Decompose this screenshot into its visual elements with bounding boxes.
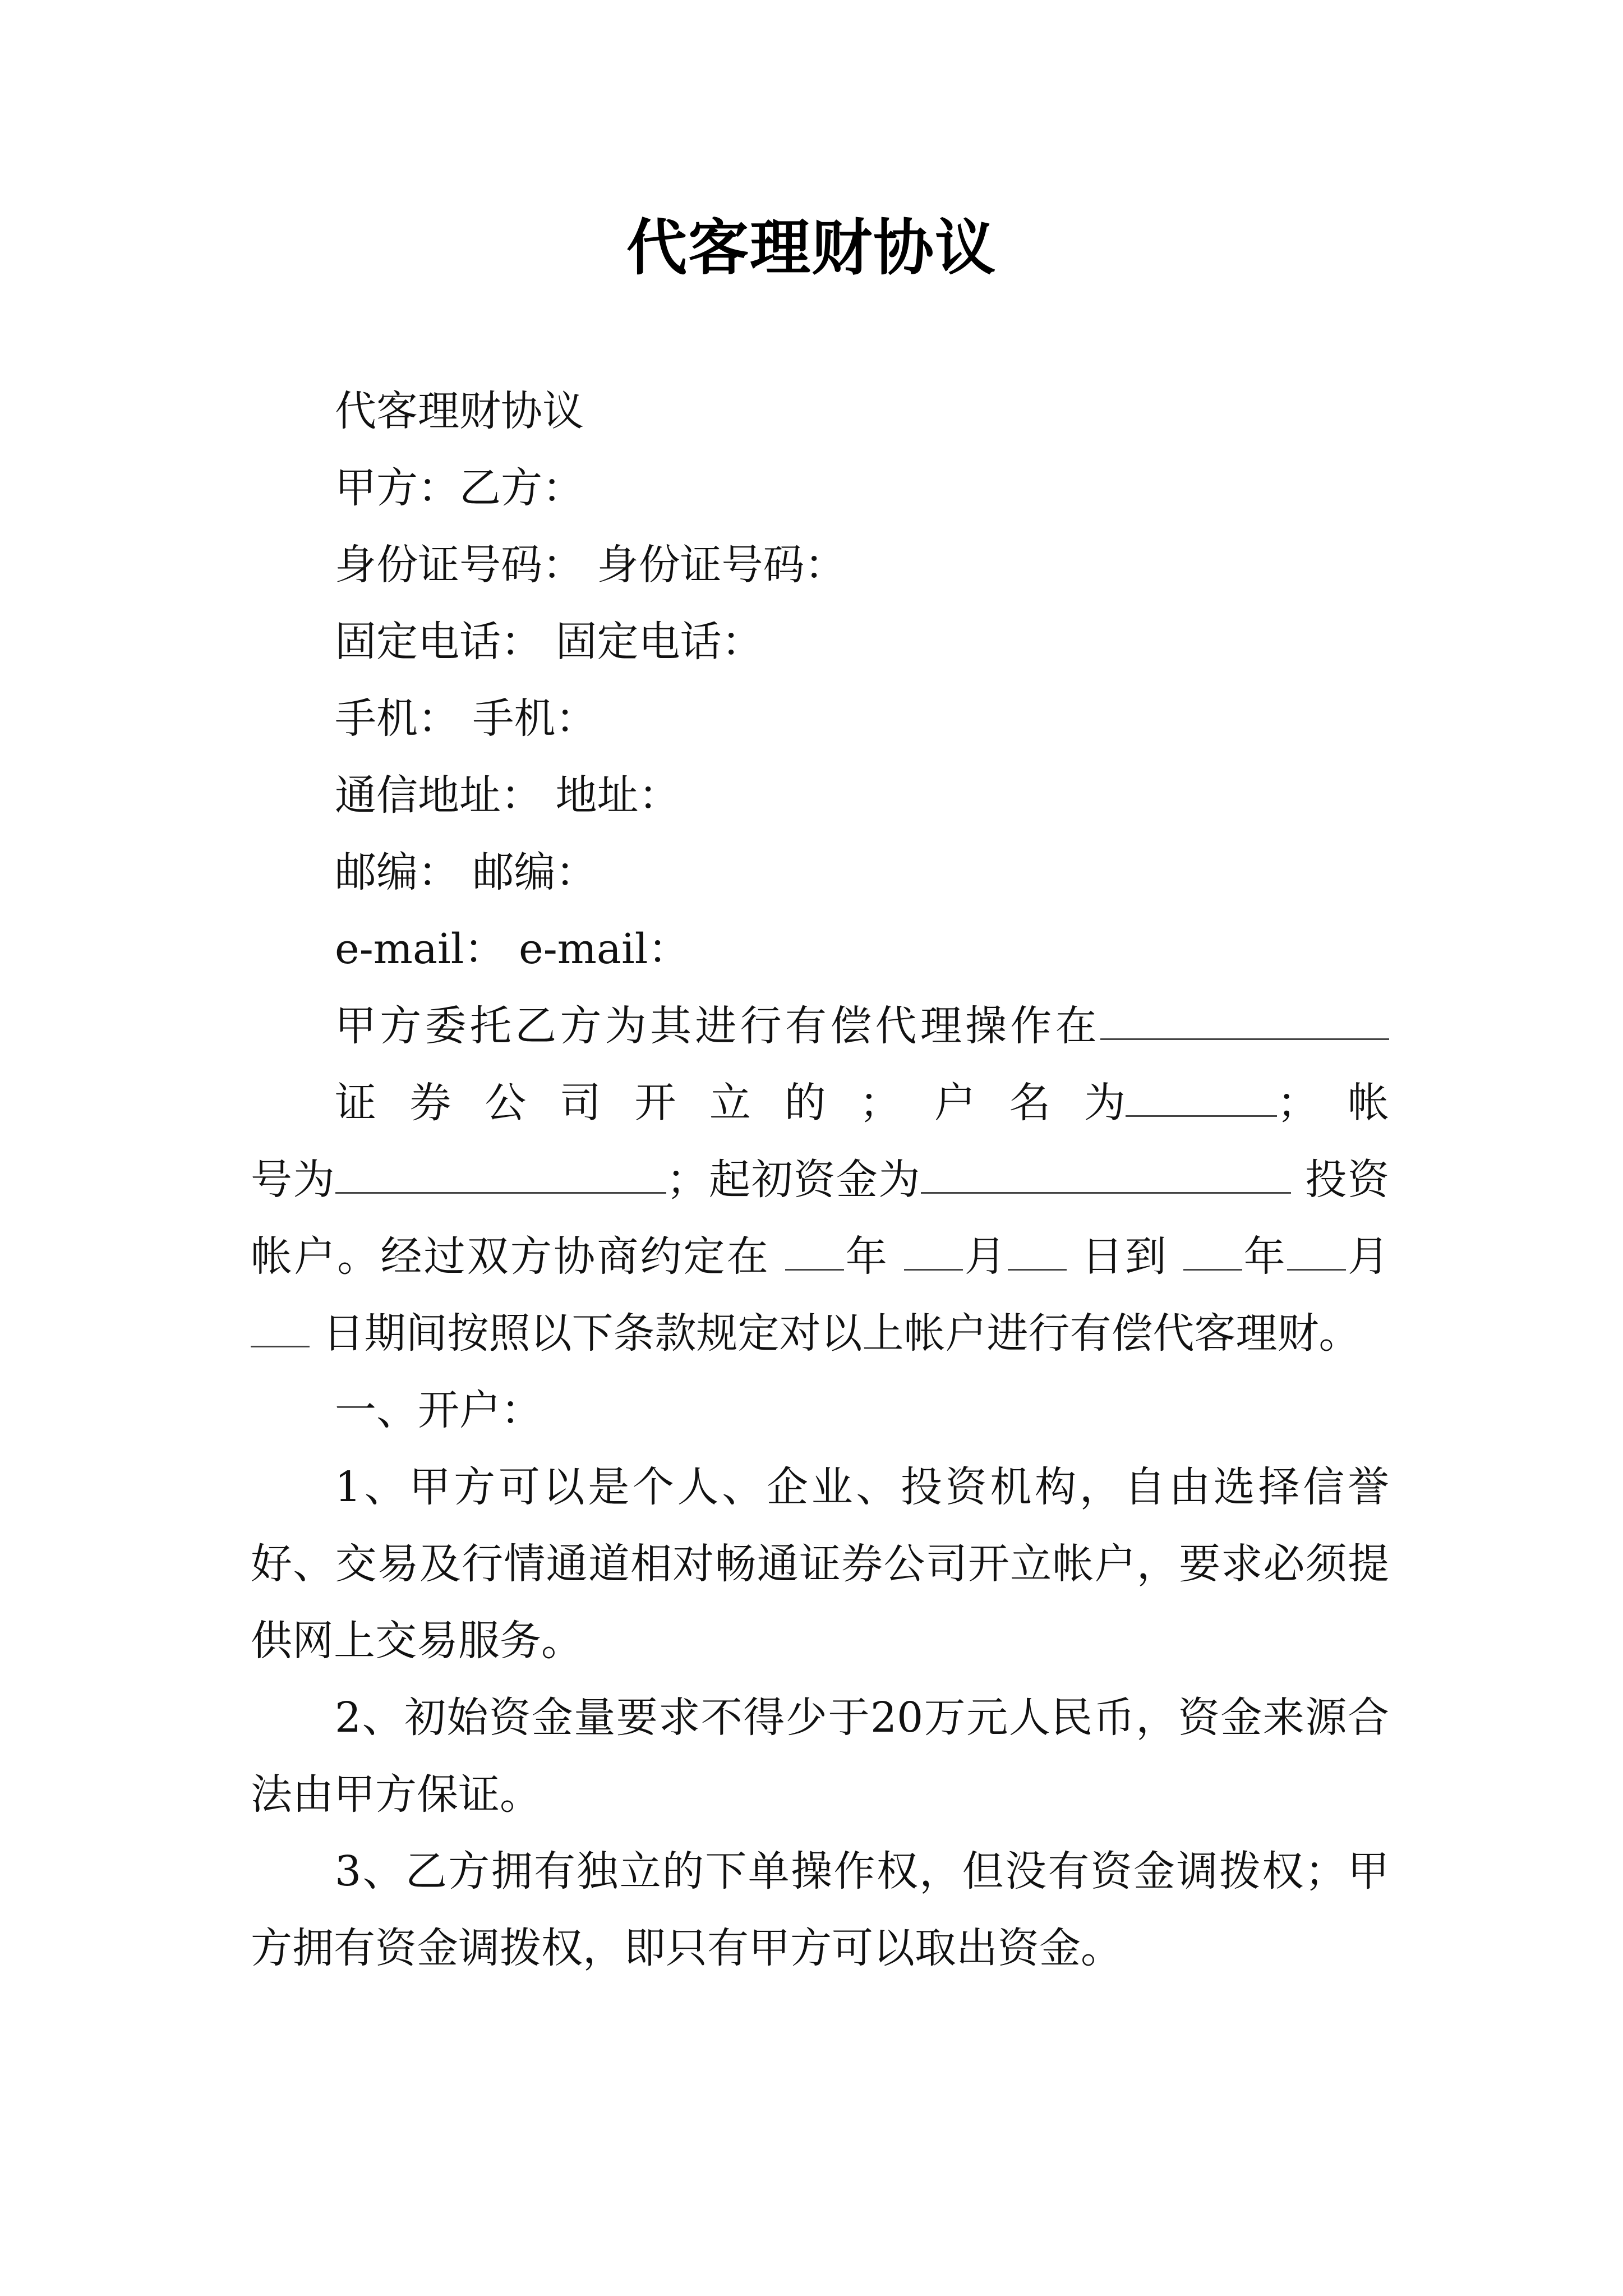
clause-2: 2、初始资金量要求不得少于20万元人民币，资金来源合法由甲方保证。 — [251, 1694, 1389, 1819]
blank-line — [921, 1158, 1291, 1194]
blank-line — [1100, 1005, 1389, 1040]
blank-line — [335, 1158, 666, 1194]
intro-text-10: 月 — [1345, 1232, 1389, 1281]
intro-text-3: ；帐号为 — [251, 1079, 1389, 1204]
blank-line — [785, 1235, 844, 1271]
intro-text-8: 日到 — [1066, 1232, 1183, 1281]
clause-3: 3、乙方拥有独立的下单操作权，但没有资金调拨权；甲方拥有资金调拨权，即只有甲方可以取出资金。 — [251, 1847, 1389, 1972]
header-line-id-number: 身份证号码： 身份证号码： — [335, 541, 846, 589]
intro-text-5: 投资帐户。经过双方协商约定在 — [251, 1156, 1390, 1281]
blank-line — [251, 1312, 310, 1347]
blank-line — [904, 1235, 963, 1271]
blank-line — [1008, 1235, 1067, 1271]
document-body — [251, 373, 1389, 1987]
blank-line — [1287, 1235, 1346, 1271]
header-line-subtitle: 代客理财协议 — [335, 387, 584, 435]
intro-text-2: 证券公司开立的；户名为 — [335, 1079, 1126, 1127]
header-line-email: e-mail： e-mail： — [335, 925, 690, 973]
document-title: 代客理财协议 — [626, 213, 997, 283]
blank-line — [1126, 1082, 1277, 1117]
blank-line — [1183, 1235, 1242, 1271]
header-line-postcode: 邮编： 邮编： — [335, 848, 597, 896]
header-line-parties: 甲方：乙方： — [335, 464, 584, 512]
section-heading-account-opening: 一、开户： — [335, 1386, 542, 1434]
header-line-address: 通信地址： 地址： — [335, 771, 680, 820]
intro-text-7: 月 — [962, 1232, 1008, 1281]
intro-text-11: 日期间按照以下条款规定对以上帐户进行有偿代客理财。 — [310, 1309, 1361, 1358]
intro-text-4: ；起初资金为 — [666, 1156, 921, 1204]
header-line-landline: 固定电话： 固定电话： — [335, 618, 763, 666]
intro-paragraph — [251, 988, 1389, 1372]
intro-text-1: 甲方委托乙方为其进行有偿代理操作在 — [335, 1002, 1100, 1050]
clause-1: 1、甲方可以是个人、企业、投资机构，自由选择信誉好、交易及行情通道相对畅通证券公司开立帐户，要求必须提供网上交易服务。 — [251, 1463, 1389, 1665]
intro-text-6: 年 — [843, 1232, 904, 1281]
intro-text-9: 年 — [1242, 1232, 1287, 1281]
header-line-mobile: 手机： 手机： — [335, 694, 597, 743]
